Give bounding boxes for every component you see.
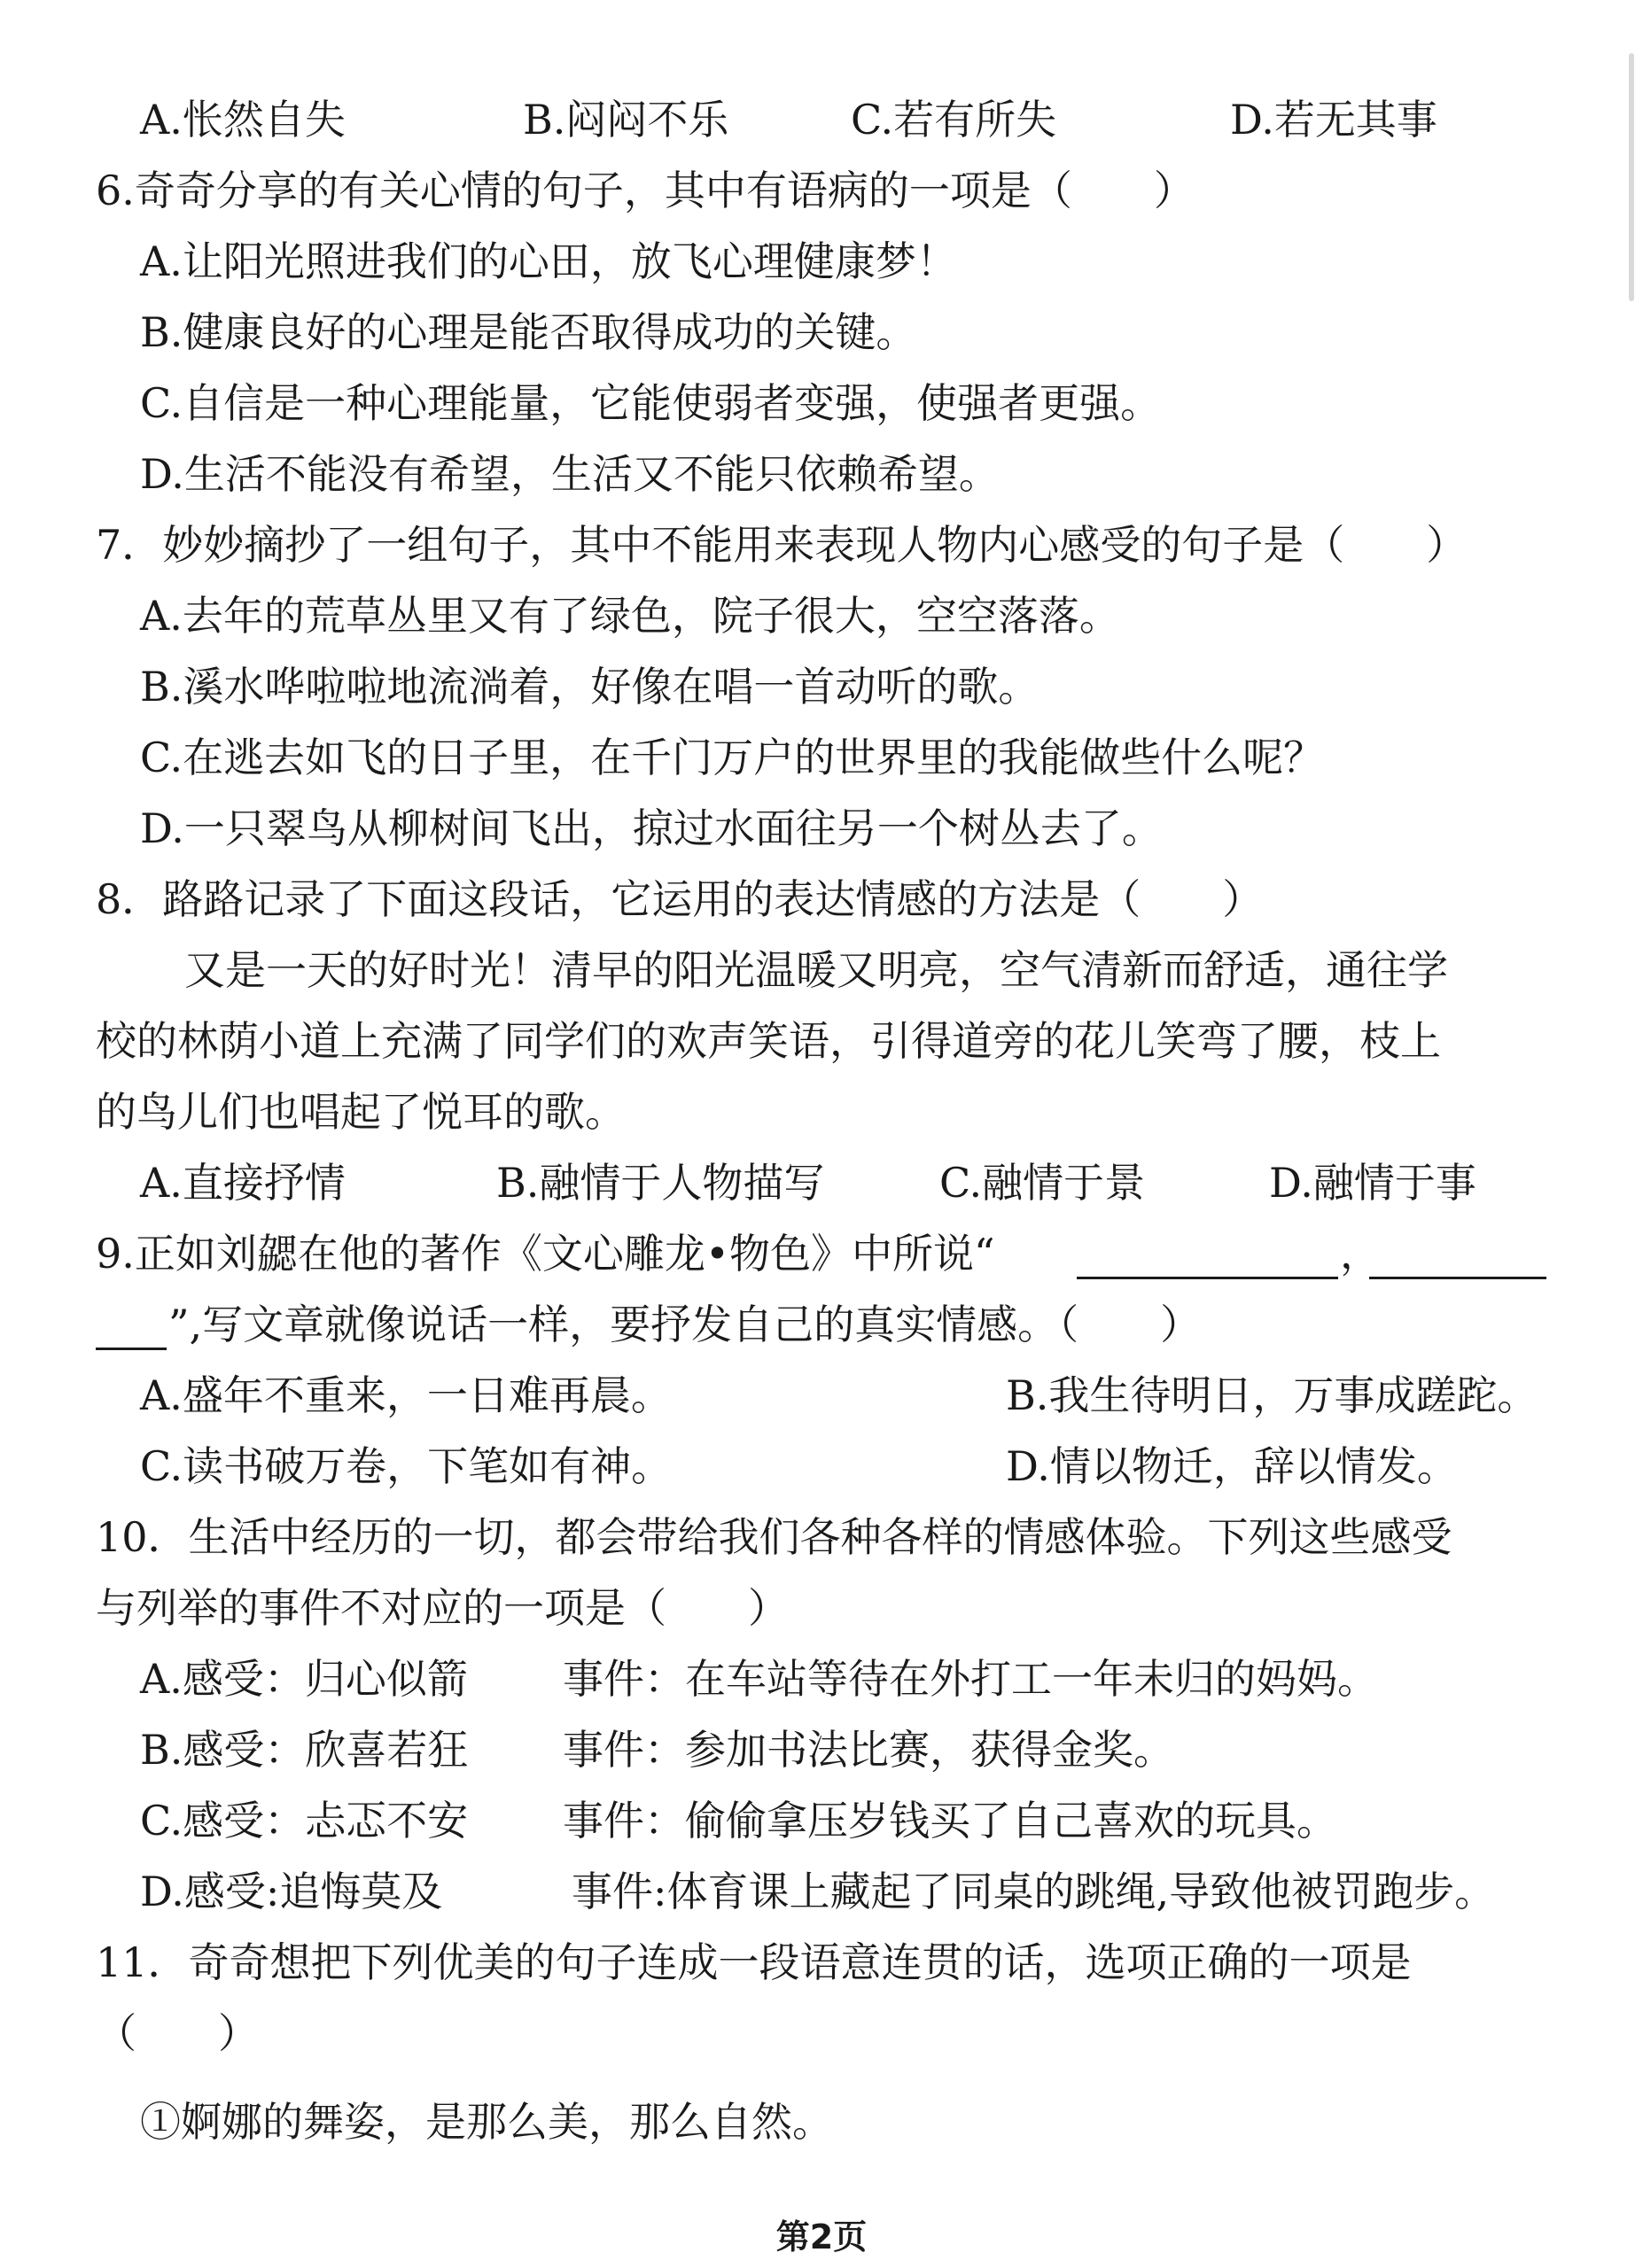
q10-stem-line-1: 10．生活中经历的一切，都会带给我们各种各样的情感体验。下列这些感受	[96, 1513, 1452, 1561]
q6-option-c: C.自信是一种心理能量，它能使弱者变强，使强者更强。	[140, 379, 1162, 427]
q7-option-a: A.去年的荒草丛里又有了绿色，院子很大，空空落落。	[140, 592, 1120, 640]
q7-stem: 7．妙妙摘抄了一组句子，其中不能用来表现人物内心感受的句子是（ ）	[96, 521, 1468, 569]
q11-stem: 11．奇奇想把下列优美的句子连成一段语意连贯的话，选项正确的一项是	[96, 1938, 1412, 1986]
q8-option-b: B.融情于人物描写	[496, 1159, 825, 1207]
q9-blank-2a	[1369, 1277, 1546, 1279]
q11-answer-paren: （ ）	[96, 2009, 259, 2057]
q10-option-d: D.感受:追悔莫及 事件:体育课上藏起了同桌的跳绳,导致他被罚跑步。	[140, 1868, 1496, 1915]
q9-stem-line-2: ”,写文章就像说话一样，要抒发自己的真实情感。（ ）	[0, 1289, 1643, 1360]
q9-options-row-1	[0, 1360, 1643, 1431]
q8-option-d: D.融情于事	[1269, 1159, 1476, 1207]
q7-option-c: C.在逃去如飞的日子里，在千门万户的世界里的我能做些什么呢？	[140, 734, 1325, 781]
q9-blank-2b	[96, 1348, 167, 1350]
q6-option-a: A.让阳光照进我们的心田，放飞心理健康梦！	[140, 237, 957, 285]
page-number: 第2页	[775, 2218, 868, 2256]
q6-option-b: B.健康良好的心理是能否取得成功的关键。	[140, 308, 917, 356]
q9-option-c: C.读书破万卷，下笔如有神。	[140, 1442, 673, 1490]
q10-option-c: C.感受：忐忑不安 事件：偷偷拿压岁钱买了自己喜欢的玩具。	[140, 1797, 1337, 1845]
q8-passage-line-2: 校的林荫小道上充满了同学们的欢声笑语，引得道旁的花儿笑弯了腰，枝上	[96, 1017, 1441, 1065]
q8-option-c: C.融情于景	[939, 1159, 1146, 1207]
q10-option-a: A.感受：归心似箭 事件：在车站等待在外打工一年未归的妈妈。	[140, 1655, 1378, 1703]
q11-sentence-1: ①婀娜的舞姿，是那么美，那么自然。	[140, 2098, 833, 2146]
q8-passage-line-1: 又是一天的好时光！清早的阳光温暖又明亮，空气清新而舒适，通往学	[184, 946, 1448, 994]
q9-options-row-2	[0, 1431, 1643, 1502]
q8-options-row	[0, 1147, 1643, 1218]
q9-option-a: A.盛年不重来，一日难再晨。	[140, 1371, 672, 1419]
q7-option-b: B.溪水哗啦啦地流淌着，好像在唱一首动听的歌。	[140, 663, 1040, 711]
page-edge-shadow	[1629, 53, 1634, 301]
q6-option-d: D.生活不能没有希望，生活又不能只依赖希望。	[140, 450, 1000, 498]
q8-stem: 8．路路记录了下面这段话，它运用的表达情感的方法是（ ）	[96, 875, 1264, 923]
q5-options-row	[0, 84, 1643, 155]
q6-stem: 6.奇奇分享的有关心情的句子，其中有语病的一项是（ ）	[96, 167, 1195, 214]
q10-option-b: B.感受：欣喜若狂 事件：参加书法比赛，获得金奖。	[140, 1726, 1174, 1774]
q9-option-d: D.情以物迁，辞以情发。	[1006, 1442, 1458, 1490]
q5-option-a: A.怅然自失	[140, 96, 346, 144]
q5-option-c: C.若有所失	[851, 96, 1057, 144]
q10-stem-line-2: 与列举的事件不对应的一项是（ ）	[96, 1584, 789, 1632]
q8-passage-line-3: 的鸟儿们也唱起了悦耳的歌。	[96, 1088, 626, 1136]
q9-blank-1	[1077, 1277, 1338, 1279]
q7-option-d: D.一只翠鸟从柳树间飞出，掠过水面往另一个树丛去了。	[140, 804, 1163, 852]
q8-option-a: A.直接抒情	[140, 1159, 346, 1207]
q9-stem-line-1: 9.正如刘勰在他的著作《文心雕龙•物色》中所说“ ，	[0, 1218, 1643, 1289]
q5-option-d: D.若无其事	[1230, 96, 1437, 144]
q9-option-b: B.我生待明日，万事成蹉跎。	[1006, 1371, 1538, 1419]
q5-option-b: B.闷闷不乐	[523, 96, 729, 144]
